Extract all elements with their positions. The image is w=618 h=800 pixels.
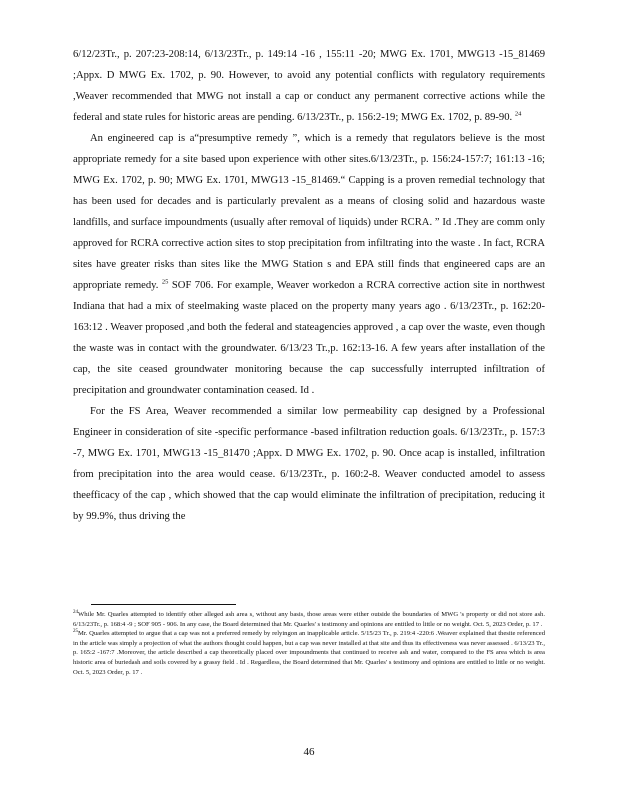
paragraph-2-continuation: SOF 706. For example, Weaver workedon a RCRA corrective action site in northwest Indiana that had a mix of steelmaking waste placed on the property many years ago . 6/13/23Tr., p. 162:20-163:12 . Weaver proposed ,and both the federal and stateagencies approved , a cap over the waste, even though the waste was in contact with the groundwater. 6/13/23 Tr.,p. 162:13-16. A few years after installation of the cap, the site ceased groundwater monitoring because the cap successfully interrupted infiltration of precipitation and groundwater contamination ceased. Id . [73, 280, 545, 396]
footnotes [73, 610, 545, 677]
footnote-reference-24: 24 [514, 110, 522, 118]
footnote-separator [91, 604, 236, 605]
footnote-24 [73, 610, 545, 629]
paragraph-2 [73, 128, 545, 401]
paragraph-1-text: 6/12/23Tr., p. 207:23-208:14, 6/13/23Tr., p. 149:14 -16 , 155:11 -20; MWG Ex. 1701, MWG13 -15_81469 ;Appx. D MWG Ex. 1702, p. 90. However, to avoid any potential conflicts with regulatory requirements ,Weaver recommended that MWG not install a cap or conduct any permanent corrective actions while the federal and state rules for historic areas are pending. 6/13/23Tr., p. 156:2-19; MWG Ex. 1702, p. 89-90. [73, 49, 545, 123]
footnote-reference-25: 25 [161, 278, 169, 286]
footnote-number: 25 [73, 629, 78, 634]
paragraph-2-text: An engineered cap is a“presumptive remedy ”, which is a remedy that regulators believe is the most appropriate remedy for a site based upon experience with other sites.6/13/23Tr., p. 156:24-157:7; 161:13 -16; MWG Ex. 1702, p. 90; MWG Ex. 1701, MWG13 -15_81469.“ Capping is a proven remedial technology that has been used for decades and is particularly prevalent as a means of closing solid and hazardous waste landfills, and surface impoundments (usually after removal of liquids) under RCRA. ” Id .They are comm only approved for RCRA corrective action sites to stop precipitation from infiltrating into the waste . In fact, RCRA sites have greater risks than sites like the MWG Station s and EPA still finds that engineered caps are an appropriate remedy. [73, 133, 545, 291]
footnote-number: 24 [73, 609, 78, 615]
page-number: 46 [303, 746, 315, 758]
footnote-text: Mr. Quarles attempted to argue that a cap was not a preferred remedy by relyingon an inapplicable article. 5/15/23 Tr., p. 219:4 -220:6 .Weaver explained that thesite referenced in the article was simply a projection of what the authors thought could happen, but a cap was never installed at that site and thus its effectiveness was never assessed . 6/13/23 Tr., p. 165:2 -167:7 .Moreover, the article described a cap theoretically placed over impoundments that continued to receive ash and water, compared to the FS area which is area historic area of buriedash and soils covered by a grassy field . Id . Regardless, the Board determined that Mr. Quarles' s testimony and opinions are entitled to little or no weight. Oct. 5, 2023 Order, p. 17 . [73, 630, 545, 676]
footnote-25 [73, 629, 545, 677]
footnote-text: While Mr. Quarles attempted to identify other alleged ash area s, without any basis, those areas were either outside the boundaries of MWG 's property or did not store ash. 6/13/23Tr., p. 168:4 -9 ; SOF 905 - 906. In any case, the Board determined that Mr. Quarles' s testimony and opinions are entitled to little or no weight. Oct. 5, 2023 Order, p. 17 . [73, 611, 545, 628]
body-text [73, 44, 545, 527]
paragraph-3-text: For the FS Area, Weaver recommended a similar low permeability cap designed by a Professional Engineer in consideration of site -specific performance -based infiltration reduction goals. 6/13/23Tr., p. 157:3 -7, MWG Ex. 1701, MWG13 -15_81470 ;Appx. D MWG Ex. 1702, p. 90. Once acap is installed, infiltration from precipitation into the area would cease. 6/13/23Tr., p. 160:2-8. Weaver conducted amodel to assess theefficacy of the cap , which showed that the cap would eliminate the infiltration of precipitation, reducing it by 99.9%, thus driving the [73, 406, 545, 522]
paragraph-3 [73, 401, 545, 527]
paragraph-1 [73, 44, 545, 128]
